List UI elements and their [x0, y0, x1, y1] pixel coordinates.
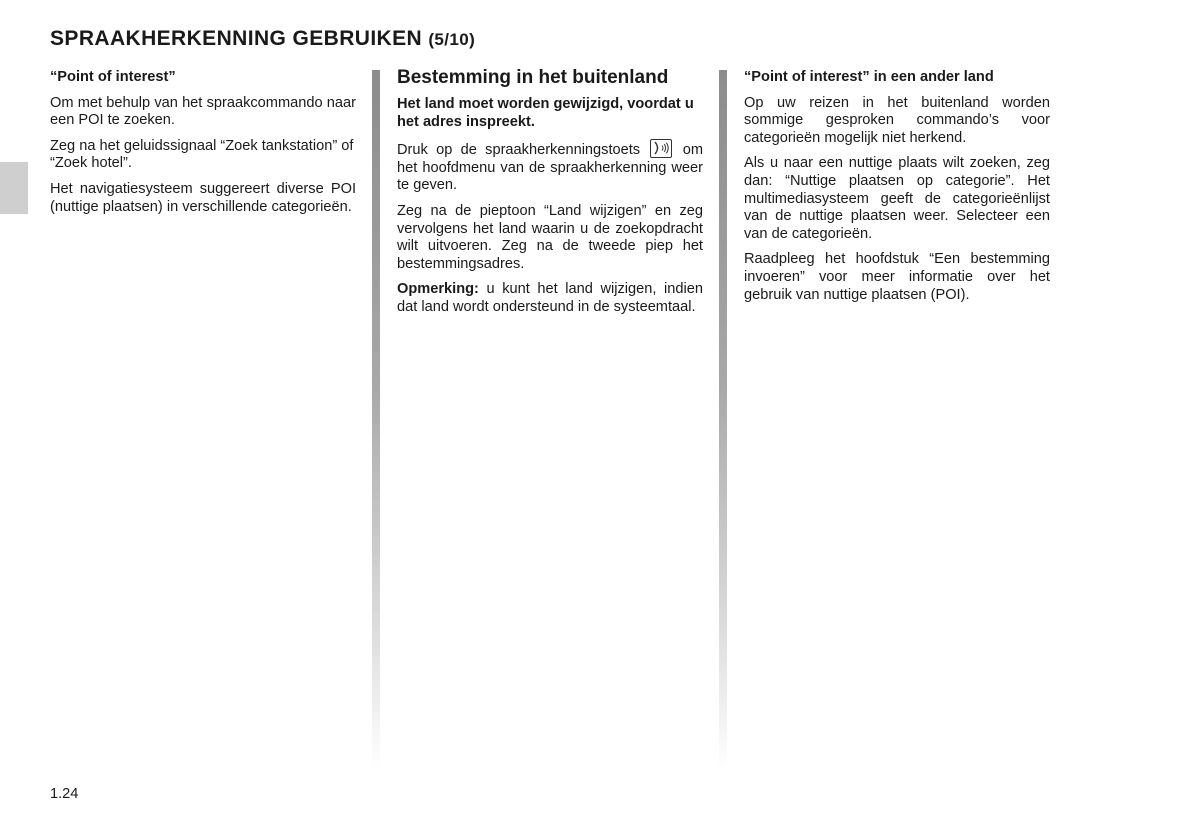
page-part-indicator: (5/10) — [428, 30, 476, 49]
paragraph: Om met behulp van het spraakcommando naar een POI te zoeken. — [50, 94, 356, 129]
paragraph-voice-button — [397, 139, 703, 195]
paragraph-text: om het hoofdmenu van de spraakherkenning weer te geven. — [397, 142, 703, 194]
column-poi-other-country — [744, 66, 1050, 312]
voice-command-icon — [650, 139, 672, 158]
lead-paragraph: Het land moet worden gewijzigd, voordat u het adres inspreekt. — [397, 96, 694, 130]
paragraph-text: Druk op de spraakherkenningstoets — [397, 142, 641, 159]
section-heading-poi-other-country: “Point of interest” in een ander land — [744, 69, 994, 85]
section-heading-poi: “Point of interest” — [50, 69, 176, 85]
section-heading-destination-abroad: Bestemming in het buitenland — [397, 67, 669, 88]
note-text: u kunt het land wijzigen, indien dat land wordt ondersteund in de systeemtaal. — [397, 281, 703, 315]
column-divider — [719, 70, 727, 770]
note-paragraph — [397, 281, 703, 316]
paragraph: Het navigatiesysteem suggereert diverse POI (nuttige plaatsen) in verschillende categorieën. — [50, 180, 356, 215]
note-label: Opmerking: — [397, 281, 479, 298]
column-point-of-interest — [50, 66, 356, 224]
paragraph: Zeg na de pieptoon “Land wijzigen” en zeg vervolgens het land waarin u de zoekopdracht wilt uitvoeren. Zeg na de tweede piep het bestemmingsadres. — [397, 202, 703, 272]
page-title — [50, 27, 475, 51]
page-title-text: SPRAAKHERKENNING GEBRUIKEN — [50, 27, 423, 50]
page-number: 1.24 — [50, 786, 79, 802]
paragraph: Op uw reizen in het buitenland worden sommige gesproken commando’s voor categorieën mogelijk niet herkend. — [744, 94, 1050, 146]
column-divider — [372, 70, 380, 770]
paragraph: Zeg na het geluidssignaal “Zoek tankstation” of “Zoek hotel”. — [50, 137, 354, 172]
column-destination-abroad — [397, 66, 703, 325]
paragraph: Raadpleeg het hoofdstuk “Een bestemming invoeren” voor meer informatie over het gebruik van nuttige plaatsen (POI). — [744, 251, 1050, 303]
paragraph: Als u naar een nuttige plaats wilt zoeken, zeg dan: “Nuttige plaatsen op categorie”. Het multimediasysteem geeft de categorieënlijst van de nuttige plaatsen weer. Selecteer een van de categorieën. — [744, 155, 1050, 242]
chapter-side-tab — [0, 162, 28, 214]
